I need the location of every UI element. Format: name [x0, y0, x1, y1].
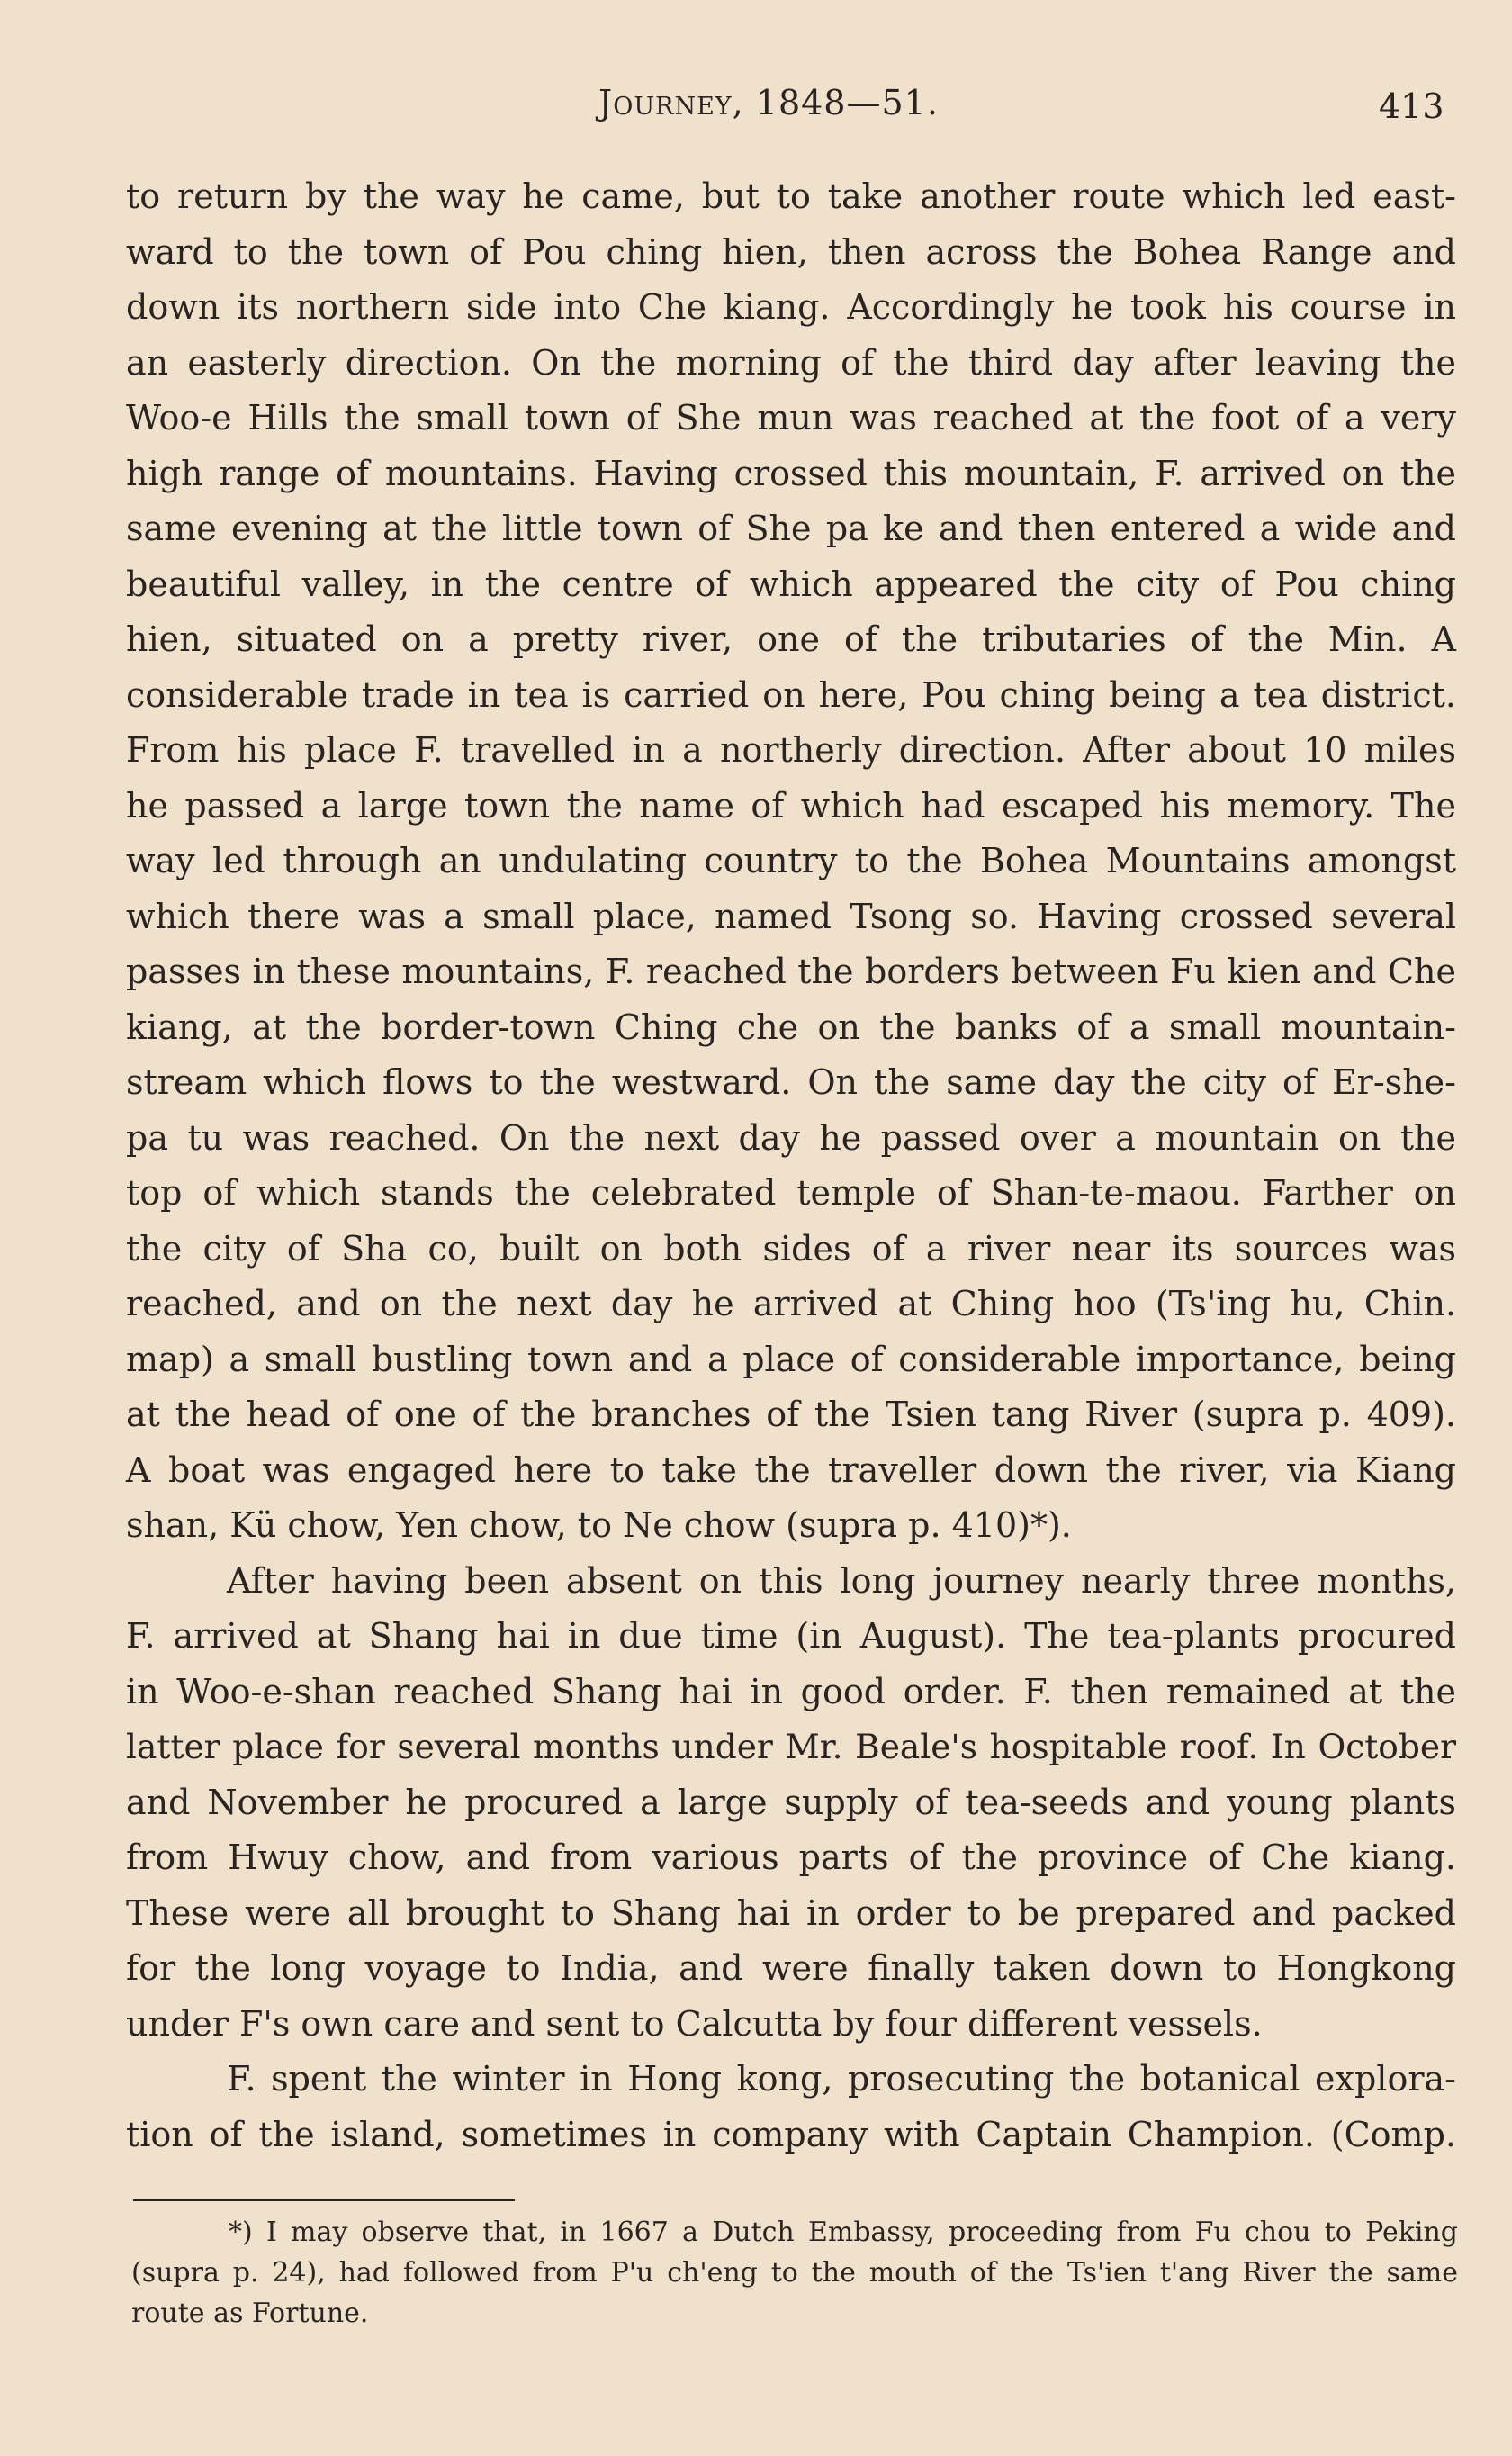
text-line: which there was a small place, named Tsong so. Having crossed several	[126, 896, 1456, 936]
text-line: Woo-e Hills the small town of She mun was reached at the foot of a very	[126, 398, 1456, 438]
text-line: reached, and on the next day he arrived at Ching hoo (Ts'ing hu, Chin.	[126, 1284, 1456, 1323]
text-line: and November he procured a large supply of tea-seeds and young plants	[126, 1782, 1456, 1822]
footnote-line: route as Fortune.	[131, 2298, 369, 2329]
page-number: 413	[1379, 86, 1444, 126]
footnote-divider	[133, 2199, 515, 2201]
text-line: under F's own care and sent to Calcutta by four different vessels.	[126, 2003, 1263, 2044]
text-line: stream which flows to the westward. On the same day the city of Er-she-	[126, 1062, 1456, 1102]
text-line: from Hwuy chow, and from various parts of the province of Che kiang.	[126, 1837, 1456, 1877]
text-line: top of which stands the celebrated temple of Shan-te-maou. Farther on	[126, 1173, 1456, 1213]
text-line: map) a small bustling town and a place of considerable importance, being	[126, 1339, 1456, 1379]
text-line: kiang, at the border-town Ching che on the banks of a small mountain-	[126, 1007, 1456, 1047]
text-line: tion of the island, sometimes in company with Captain Champion. (Comp.	[126, 2114, 1456, 2154]
text-line: latter place for several months under Mr. Beale's hospitable roof. In October	[126, 1727, 1456, 1766]
text-line: shan, Kü chow, Yen chow, to Ne chow (supra p. 410)*).	[126, 1505, 1072, 1545]
footnote	[131, 2212, 1458, 2334]
text-line: to return by the way he came, but to take another route which led east-	[126, 176, 1456, 216]
text-line: ward to the town of Pou ching hien, then across the Bohea Range and	[126, 231, 1456, 272]
text-line: passes in these mountains, F. reached the borders between Fu kien and Che	[126, 952, 1456, 991]
text-line: high range of mountains. Having crossed this mountain, F. arrived on the	[126, 453, 1456, 493]
text-line: for the long voyage to India, and were finally taken down to Hongkong	[126, 1948, 1456, 1988]
text-line: an easterly direction. On the morning of the third day after leaving the	[126, 342, 1456, 383]
text-line: the city of Sha co, built on both sides of a river near its sources was	[126, 1228, 1456, 1269]
text-line: beautiful valley, in the centre of which appeared the city of Pou ching	[126, 564, 1456, 604]
text-line: down its northern side into Che kiang. Accordingly he took his course in	[126, 287, 1456, 327]
text-line: hien, situated on a pretty river, one of the tributaries of the Min. A	[126, 619, 1456, 659]
text-line: at the head of one of the branches of the Tsien tang River (supra p. 409).	[126, 1395, 1456, 1434]
text-line: same evening at the little town of She pa ke and then entered a wide and	[126, 509, 1456, 548]
text-line: After having been absent on this long journey nearly three months,	[227, 1560, 1456, 1601]
text-line: he passed a large town the name of which had escaped his memory. The	[126, 785, 1456, 826]
body-text	[126, 169, 1456, 2163]
text-line: pa tu was reached. On the next day he passed over a mountain on the	[126, 1117, 1456, 1158]
footnote-line: (supra p. 24), had followed from P'u ch'eng to the mouth of the Ts'ien t'ang River the same	[131, 2257, 1458, 2289]
text-line: considerable trade in tea is carried on here, Pou ching being a tea district.	[126, 674, 1456, 715]
text-line: in Woo-e-shan reached Shang hai in good order. F. then remained at the	[126, 1671, 1456, 1711]
text-line: A boat was engaged here to take the traveller down the river, via Kiang	[126, 1449, 1456, 1490]
running-head	[0, 83, 1512, 137]
text-line: F. spent the winter in Hong kong, prosecuting the botanical explora-	[227, 2059, 1456, 2099]
footnote-line: *) I may observe that, in 1667 a Dutch Embassy, proceeding from Fu chou to Peking	[229, 2217, 1458, 2248]
text-line: These were all brought to Shang hai in order to be prepared and packed	[126, 1892, 1456, 1933]
text-line: F. arrived at Shang hai in due time (in August). The tea-plants procured	[126, 1616, 1456, 1656]
running-title: Journey, 1848—51.	[598, 83, 939, 122]
text-line: From his place F. travelled in a northerly direction. After about 10 miles	[126, 730, 1456, 770]
text-line: way led through an undulating country to the Bohea Mountains amongst	[126, 841, 1456, 880]
